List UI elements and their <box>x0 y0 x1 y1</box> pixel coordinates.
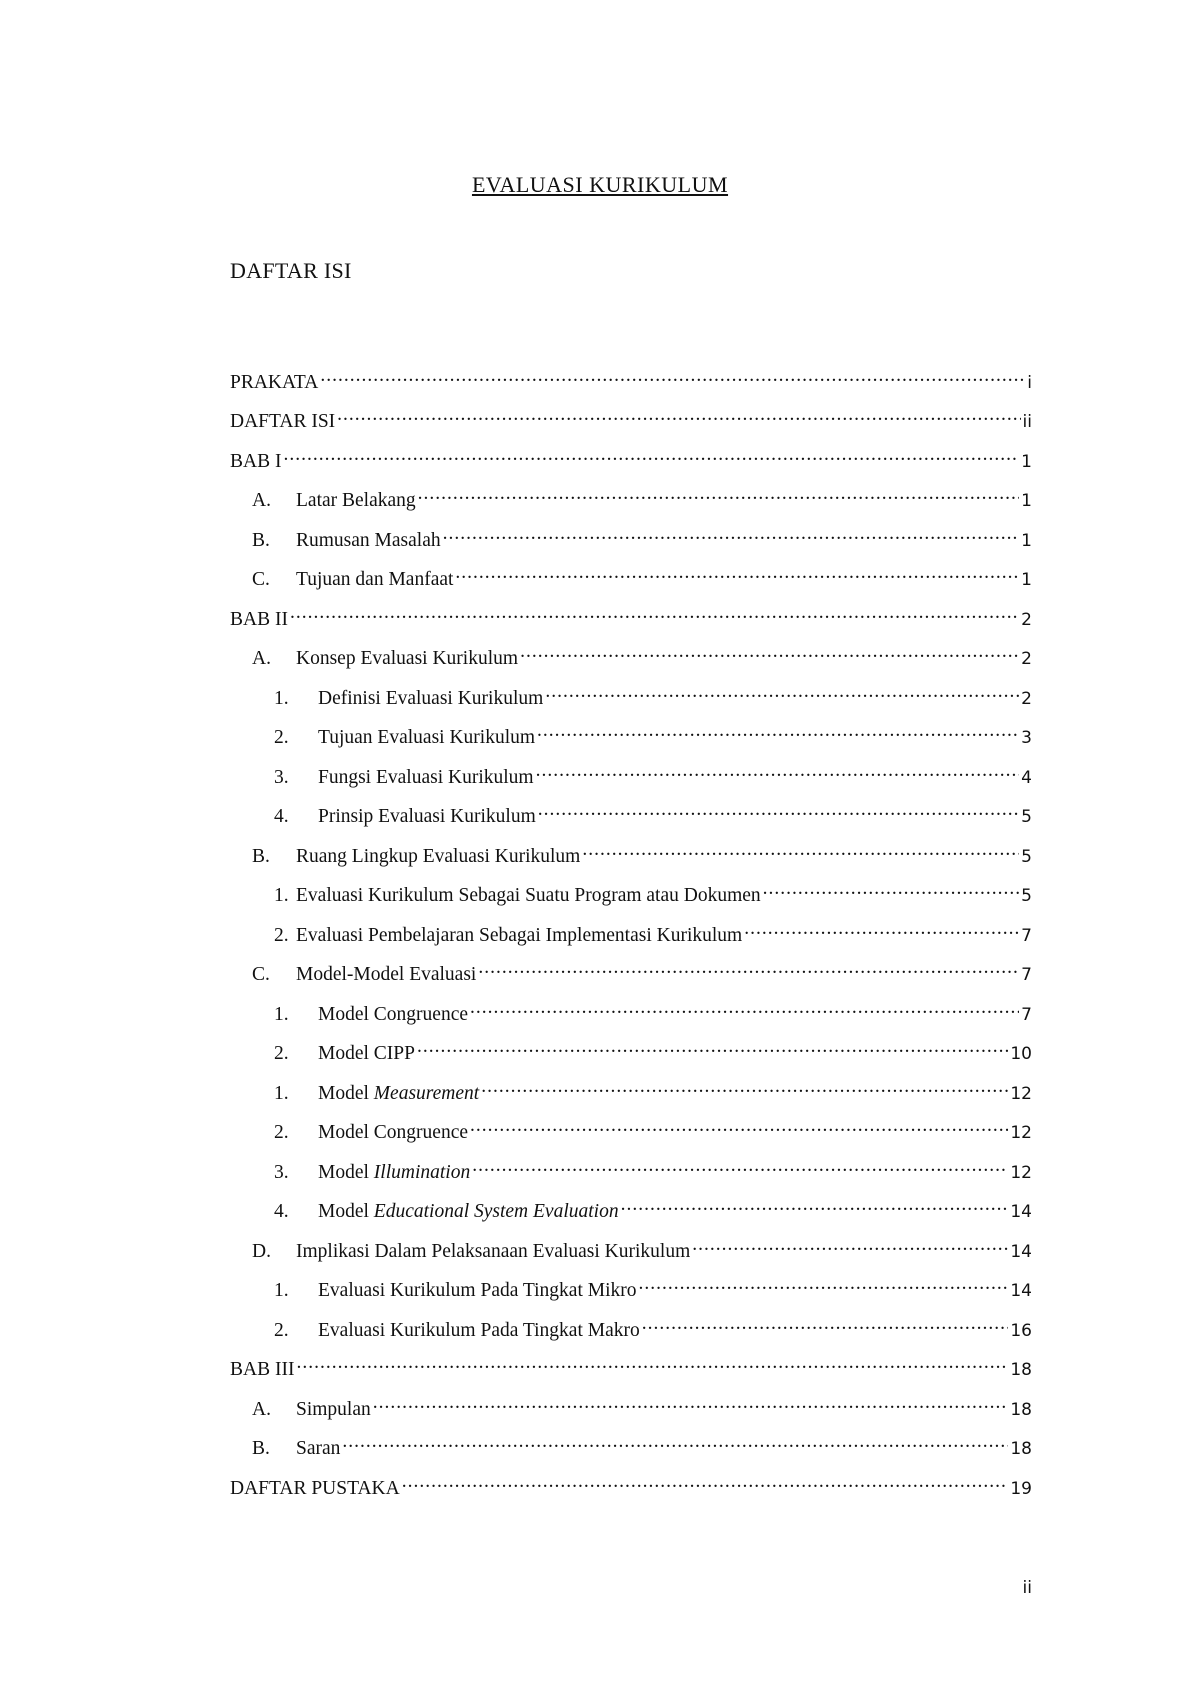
toc-entry[interactable] <box>230 1395 1032 1435</box>
toc-entry-text: Implikasi Dalam Pelaksanaan Evaluasi Kurikulum <box>296 1240 691 1262</box>
toc-entry-marker: B. <box>252 529 270 551</box>
toc-entry-label <box>296 530 441 552</box>
toc-entry-text: Definisi Evaluasi Kurikulum <box>318 687 544 709</box>
toc-entry-marker: 1. <box>274 1082 289 1104</box>
toc-entry-text: Model Congruence <box>318 1003 469 1025</box>
toc-entry-text: Rumusan Masalah <box>296 529 441 551</box>
toc-entry-marker: B. <box>252 1438 270 1459</box>
dot-leader <box>373 1395 1009 1415</box>
document-title: EVALUASI KURIKULUM <box>471 172 729 197</box>
toc-entry-page: ii <box>1022 412 1032 432</box>
dot-leader <box>520 645 1019 665</box>
toc-entry-text: Evaluasi Pembelajaran Sebagai Implementasi Kurikulum <box>296 924 743 946</box>
dot-leader <box>320 368 1025 388</box>
toc-entry[interactable] <box>230 1119 1032 1159</box>
toc-entry-marker: 1. <box>274 1003 289 1025</box>
toc-entry-text: Latar Belakang <box>296 490 416 511</box>
dot-leader <box>621 1198 1009 1218</box>
toc-entry-marker: D. <box>252 1240 271 1262</box>
toc-entry-page: 7 <box>1021 925 1032 946</box>
toc-entry-text: Ruang Lingkup Evaluasi Kurikulum <box>296 845 581 867</box>
dot-leader <box>639 1277 1009 1297</box>
toc-entry-page: 5 <box>1021 886 1032 906</box>
toc-entry-text: Model CIPP <box>318 1043 415 1064</box>
toc-entry-page: 18 <box>1010 1399 1032 1420</box>
toc-entry-text: Model-Model Evaluasi <box>296 964 477 985</box>
dot-leader <box>472 1158 1008 1178</box>
toc-entry-page: 1 <box>1021 451 1032 472</box>
toc-entry-text: Tujuan dan Manfaat <box>296 569 454 590</box>
toc-entry-page: 2 <box>1021 649 1032 669</box>
toc-entry-text: Evaluasi Kurikulum Pada Tingkat Makro <box>318 1319 640 1341</box>
toc-entry-marker: 2. <box>274 1319 289 1341</box>
page-number: ii <box>1022 1578 1032 1598</box>
toc-entry-text: Evaluasi Kurikulum Sebagai Suatu Program atau Dokumen <box>296 885 761 906</box>
toc-entry-label <box>296 1438 340 1460</box>
toc-entry-page: 4 <box>1021 767 1032 788</box>
toc-entry-text: Prinsip Evaluasi Kurikulum <box>318 806 536 827</box>
toc-entry[interactable] <box>230 803 1032 843</box>
toc-entry[interactable] <box>230 447 1032 487</box>
toc-entry-page: 10 <box>1010 1044 1032 1064</box>
toc-entry-label <box>296 846 580 868</box>
toc-entry-page: 2 <box>1021 609 1032 630</box>
toc-entry-text: Model <box>318 1082 374 1104</box>
toc-entry-label <box>318 1162 470 1184</box>
toc-entry-label <box>318 1280 637 1302</box>
toc-entry-text: BAB III <box>230 1359 295 1380</box>
toc-entry-label <box>296 569 453 591</box>
toc-entry-label <box>296 964 476 986</box>
toc-entry-page: 16 <box>1010 1320 1032 1341</box>
dot-leader <box>443 526 1020 546</box>
toc-entry-label <box>296 1399 371 1421</box>
toc-entry[interactable] <box>230 1198 1032 1238</box>
toc-entry-text: Model Congruence <box>318 1122 469 1143</box>
toc-entry[interactable] <box>230 684 1032 724</box>
toc-entry[interactable] <box>230 1158 1032 1198</box>
toc-entry-page: 7 <box>1021 1004 1032 1025</box>
toc-entry-page: 2 <box>1021 688 1032 709</box>
toc-entry-marker: 4. <box>274 1201 289 1222</box>
toc-entry-italic-text: Illumination <box>373 1161 471 1183</box>
toc-entry-text: PRAKATA <box>230 371 319 393</box>
toc-entry-marker: 1. <box>274 687 289 709</box>
toc-entry-label <box>230 411 335 433</box>
toc-entry-text: Fungsi Evaluasi Kurikulum <box>318 766 534 788</box>
toc-entry[interactable] <box>230 1316 1032 1356</box>
dot-leader <box>337 408 1020 428</box>
dot-leader <box>537 724 1019 744</box>
toc-entry-page: 18 <box>1010 1439 1032 1459</box>
toc-entry-marker: A. <box>252 490 271 511</box>
dot-leader <box>481 1079 1008 1099</box>
toc-entry[interactable] <box>230 1277 1032 1317</box>
dot-leader <box>402 1474 1009 1494</box>
toc-heading: DAFTAR ISI <box>230 258 352 283</box>
toc-entry-page: 1 <box>1021 491 1032 511</box>
toc-entry-label <box>318 1043 415 1065</box>
dot-leader <box>470 1000 1019 1020</box>
toc-entry-page: 5 <box>1021 807 1032 827</box>
toc-entry-marker: 4. <box>274 806 289 827</box>
toc-entry-page: 12 <box>1010 1083 1032 1104</box>
dot-leader <box>744 921 1019 941</box>
toc-entry-marker: A. <box>252 648 271 669</box>
toc-entry-text: Konsep Evaluasi Kurikulum <box>296 648 519 669</box>
toc-entry[interactable] <box>230 487 1032 527</box>
toc-entry-page: 3 <box>1021 728 1032 748</box>
toc-entry-page: 19 <box>1010 1478 1032 1499</box>
toc-entry-marker: 2. <box>274 924 289 946</box>
toc-entry-marker: 1. <box>274 1280 289 1301</box>
toc-entry[interactable] <box>230 526 1032 566</box>
dot-leader <box>545 684 1019 704</box>
table-of-contents <box>230 368 1032 1514</box>
dot-leader <box>692 1237 1008 1257</box>
toc-entry-marker: C. <box>252 964 270 985</box>
toc-entry[interactable] <box>230 1237 1032 1277</box>
toc-entry[interactable] <box>230 1000 1032 1040</box>
toc-entry-label <box>230 609 288 631</box>
toc-entry-text: DAFTAR ISI <box>230 411 336 432</box>
toc-entry-text: Model <box>318 1161 374 1183</box>
toc-entry-page: 5 <box>1021 846 1032 867</box>
dot-leader <box>642 1316 1009 1336</box>
toc-entry[interactable] <box>230 842 1032 882</box>
toc-entry[interactable] <box>230 763 1032 803</box>
toc-entry-label <box>318 1201 619 1223</box>
toc-entry-text: Model <box>318 1201 374 1222</box>
toc-entry-marker: 1. <box>274 885 289 906</box>
toc-entry[interactable] <box>230 1356 1032 1396</box>
toc-entry-marker: C. <box>252 569 270 590</box>
toc-entry-label <box>296 1241 690 1263</box>
toc-entry-text: Simpulan <box>296 1398 371 1420</box>
toc-entry-label <box>296 648 518 670</box>
dot-leader <box>470 1119 1008 1139</box>
toc-entry-text: DAFTAR PUSTAKA <box>230 1477 400 1499</box>
toc-entry-text: Evaluasi Kurikulum Pada Tingkat Mikro <box>318 1280 637 1301</box>
toc-entry-page: 12 <box>1010 1162 1032 1183</box>
toc-entry[interactable] <box>230 566 1032 606</box>
dot-leader <box>417 1040 1008 1060</box>
dot-leader <box>455 566 1019 586</box>
toc-entry-label <box>318 1122 468 1144</box>
toc-entry-page: 14 <box>1010 1281 1032 1301</box>
toc-entry-label <box>230 451 281 473</box>
toc-entry[interactable] <box>230 882 1032 922</box>
dot-leader <box>290 605 1019 625</box>
toc-entry-text: Tujuan Evaluasi Kurikulum <box>318 727 536 748</box>
toc-entry-marker: 2. <box>274 1122 289 1143</box>
toc-entry[interactable] <box>230 1079 1032 1119</box>
toc-entry-label <box>318 767 534 789</box>
toc-entry-marker: B. <box>252 845 270 867</box>
toc-entry[interactable] <box>230 1435 1032 1475</box>
toc-entry-page: 7 <box>1021 965 1032 985</box>
toc-entry-page: 14 <box>1010 1202 1032 1222</box>
toc-entry[interactable] <box>230 724 1032 764</box>
dot-leader <box>536 763 1020 783</box>
dot-leader <box>283 447 1019 467</box>
toc-entry[interactable] <box>230 921 1032 961</box>
toc-entry[interactable] <box>230 645 1032 685</box>
toc-entry-marker: 2. <box>274 1043 289 1064</box>
toc-entry-label <box>230 1359 294 1381</box>
toc-entry-label <box>318 688 543 710</box>
toc-entry-label <box>318 1083 479 1105</box>
toc-entry-text: BAB II <box>230 608 288 630</box>
toc-entry-text: BAB I <box>230 450 282 472</box>
toc-entry-marker: 2. <box>274 727 289 748</box>
toc-entry-text: Saran <box>296 1438 341 1459</box>
toc-entry-label <box>318 1004 468 1026</box>
toc-entry-label <box>230 372 318 394</box>
toc-entry[interactable] <box>230 961 1032 1001</box>
toc-entry-page: 1 <box>1021 570 1032 590</box>
toc-entry-label <box>296 925 742 947</box>
toc-entry-label <box>318 806 536 828</box>
toc-entry-marker: 3. <box>274 1161 289 1183</box>
toc-entry-page: 1 <box>1021 530 1032 551</box>
toc-entry[interactable] <box>230 368 1032 408</box>
toc-entry[interactable] <box>230 1040 1032 1080</box>
toc-entry-italic-text: Measurement <box>373 1082 480 1104</box>
toc-entry-page: 14 <box>1010 1241 1032 1262</box>
toc-entry-marker: A. <box>252 1398 271 1420</box>
toc-entry-label <box>296 885 761 907</box>
toc-entry-label <box>230 1478 400 1500</box>
toc-entry-italic-text: Educational System Evaluation <box>373 1201 619 1222</box>
dot-leader <box>478 961 1019 981</box>
toc-entry[interactable] <box>230 408 1032 448</box>
toc-entry-page: 18 <box>1010 1360 1032 1380</box>
toc-entry-page: 12 <box>1010 1123 1032 1143</box>
dot-leader <box>763 882 1020 902</box>
toc-entry-label <box>296 490 416 512</box>
toc-entry[interactable] <box>230 605 1032 645</box>
toc-entry-marker: 3. <box>274 766 289 788</box>
dot-leader <box>538 803 1019 823</box>
dot-leader <box>296 1356 1008 1376</box>
toc-entry[interactable] <box>230 1474 1032 1514</box>
toc-entry-label <box>318 727 535 749</box>
dot-leader <box>342 1435 1008 1455</box>
dot-leader <box>418 487 1020 507</box>
toc-entry-page: i <box>1027 372 1032 393</box>
toc-entry-label <box>318 1320 640 1342</box>
dot-leader <box>582 842 1019 862</box>
